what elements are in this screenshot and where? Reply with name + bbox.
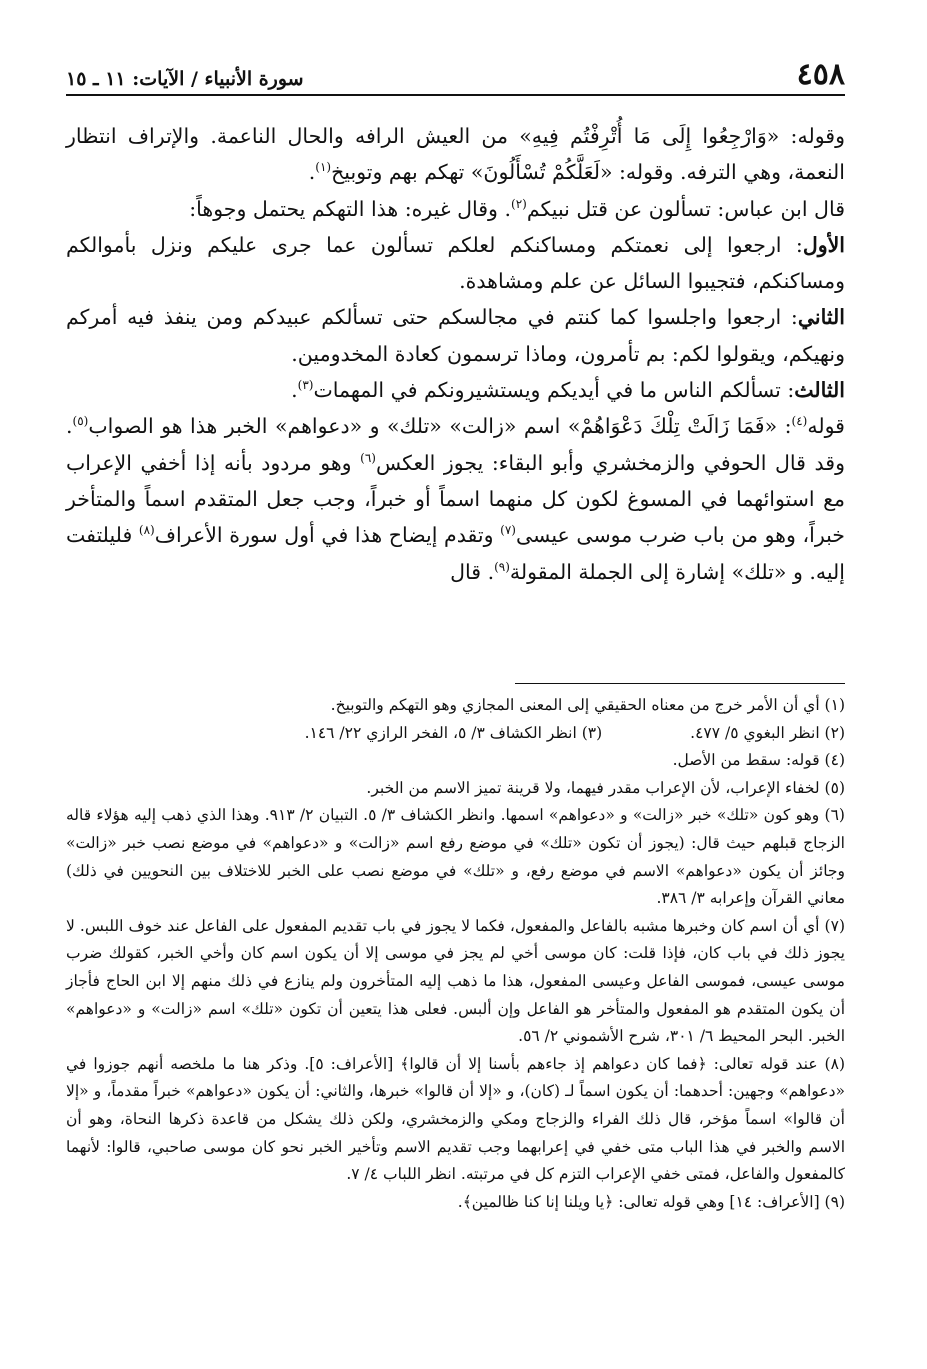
point-label: الثاني xyxy=(797,305,845,330)
footnote-9: (٩) [الأعراف: ١٤] وهي قوله تعالى: ﴿يا ويلنا إنا كنا ظالمين﴾. xyxy=(457,1192,845,1211)
running-title: سورة الأنبياء / الآيات: ١١ ـ ١٥ xyxy=(66,68,304,90)
page-number: ٤٥٨ xyxy=(796,57,845,92)
footnote-2: (٢) انظر البغوي ٥/ ٤٧٧. xyxy=(690,723,845,742)
paragraph-text: وهو مردود بأنه إذا أخفي الإعراب مع استوائهما في المسوغ لكون كل منهما اسماً أو خبراً، وجب جعل المتقدم اسماً والمتأخر خبراً، وهو من باب ضرب موسى عيسى xyxy=(66,450,845,548)
footnote-pair xyxy=(66,720,845,748)
paragraph-first xyxy=(66,227,845,300)
footnote-ref: (٨) xyxy=(138,523,155,538)
footnote-ref: (١) xyxy=(315,160,332,175)
footnote-8: (٨) عند قوله تعالى: ﴿فما كان دعواهم إذ جاءهم بأسنا إلا أن قالوا﴾ [الأعراف: ٥]. وذكر هنا ما ملخصه أنهم جوزوا في «دعواهم» وجهين: أحدهما: أن يكون اسماً لـ (كان)، و «إلا أن قالوا» خبرها، والثاني: أن يكون «دعواهم» خبراً مقدماً، و «إلا أن قالوا» اسماً مؤخر، قال ذلك الفراء والزجاج ومكي والزمخشري، ولكن ذلك يشكل من قاعدة ذكرها النحاة، وهو أن الاسم والخبر في هذا الباب متى خفي في إعرابهما وجب تقديم الاسم وتأخير الخبر نحو كان موسى صاحبي، قالوا: لأنهما كالمفعول والفاعل، فمتى خفي الإعراب التزم كل في مرتبته. انظر اللباب ٤/ ٧. xyxy=(66,1054,845,1184)
footnote-ref: (٦) xyxy=(360,450,376,465)
paragraph-third: الثالث: تسألكم الناس ما في أيديكم ويستشيرونكم في المهمات$^{(٣)}$. xyxy=(291,378,845,403)
footnote-5: (٥) لخفاء الإعراب، لأن الإعراب مقدر فيهما، ولا قرينة تميز الاسم من الخبر. xyxy=(366,778,845,797)
paragraph-text: : ارجعوا إلى نعمتكم ومساكنكم لعلكم تسألون عما جرى عليكم ونزل بأموالكم ومساكنكم، فتجيبوا السائل عن علم ومشاهدة. xyxy=(66,232,845,294)
footnote-4: (٤) قوله: سقط من الأصل. xyxy=(672,751,845,770)
paragraph-1: وقوله: «وَارْجِعُوا إِلَى مَا أُتْرِفْتُم فِيهِ» من العيش الرافه والحال الناعمة. والإتراف انتظار النعمة، وهي الترفه. وقوله: «لَعَلَّكُمْ تُسْأَلُونَ» تهكم بهم وتوبيخ$^{(١)}$. xyxy=(66,124,845,185)
main-text xyxy=(66,118,845,590)
footnote-ref: (٩) xyxy=(494,559,510,574)
footnote-ref: (٧) xyxy=(500,523,516,538)
footnote-ref: (٥) xyxy=(72,414,89,429)
point-label: الثالث xyxy=(794,378,845,403)
paragraph-text: وتقدم إيضاح هذا في أول سورة الأعراف xyxy=(154,523,501,548)
point-label: الأول xyxy=(802,232,845,257)
paragraph-text: . وقال غيره: هذا التهكم يحتمل وجوهاً: xyxy=(189,196,511,221)
footnote-3: (٣) انظر الكشاف ٣/ ٥، الفخر الرازي ٢٢/ ١٤٦. xyxy=(304,723,603,742)
paragraph-2 xyxy=(66,191,845,227)
paragraph-text: قال ابن عباس: تسألون عن قتل نبيكم xyxy=(526,196,845,221)
paragraph-text: : «فَمَا زَالَتْ تِلْكَ دَعْوَاهُمْ» اسم «زالت» «تلك» و «دعواهم» الخبر هذا هو الصواب xyxy=(88,414,792,439)
footnotes xyxy=(66,692,845,1216)
paragraph-text: : ارجعوا واجلسوا كما كنتم في مجالسكم حتى تسألكم عبيدكم ومن ينفذ فيه أمركم ونهيكم، ويقولوا لكم: بم تأمرون، وماذا ترسمون كعادة المخدومين. xyxy=(66,305,845,366)
footnote-ref: (٣) xyxy=(297,378,314,393)
paragraph-text: فليلتفت إليه. و «تلك» إشارة إلى الجملة المقولة xyxy=(66,523,845,584)
paragraph-6 xyxy=(66,408,845,589)
paragraph-text: قوله xyxy=(807,414,845,439)
footnote-ref: (٢) xyxy=(511,196,527,211)
footnote-separator xyxy=(515,683,845,684)
paragraph-text: . وقد قال الحوفي والزمخشري وأبو البقاء: يجوز العكس xyxy=(66,414,846,475)
paragraph-text: : تسألكم الناس ما في أيديكم ويستشيرونكم في المهمات xyxy=(313,378,795,403)
paragraph-second xyxy=(66,299,845,372)
paragraph-text: وقوله: «وَارْجِعُوا إِلَى مَا أُتْرِفْتُم فِيهِ» من العيش الرافه والحال الناعمة. والإتراف انتظار النعمة، وهي الترفه. وقوله: «لَعَلَّكُمْ تُسْأَلُونَ» تهكم بهم وتوبيخ xyxy=(66,124,845,185)
page-header xyxy=(66,52,845,96)
footnote-7: (٧) أي أن اسم كان وخبرها مشبه بالفاعل والمفعول، فكما لا يجوز في باب تقديم المفعول على الفاعل عند خوف اللبس. لا يجوز ذلك في باب كان، فإذا قلت: كان موسى أخي لم يجز في موسى إلا أن يكون اسم كان وأخي الخبر، كقولك ضرب موسى عيسى، فموسى الفاعل وعيسى المفعول، هذا ما ذهب إليه المتأخرون ولم ينازع في ذلك منهم إلا ابن الحاج فأجاز أن يكون المتقدم هو المفعول والمتأخر هو الفاعل وإن ألبس. فعلى هذا يتعين أن تكون «تلك» اسم «زالت» و «دعواهم» الخبر. البحر المحيط ٦/ ٣٠١، شرح الأشموني ٢/ ٥٦. xyxy=(66,916,845,1046)
footnote-6: (٦) وهو كون «تلك» خبر «زالت» و «دعواهم» اسمها. وانظر الكشاف ٣/ ٥. التبيان ٢/ ٩١٣. وهذا الذي ذهب إليه هؤلاء قاله الزجاج قبلهم حيث قال: (يجوز أن تكون «تلك» في موضع رفع اسم «زالت» و «دعواهم» في موضع نصب خبر «زالت» وجائز أن يكون «دعواهم» الاسم في موضع رفع، و «تلك» في موضع نصب على الخبر للاختلاف بين النحويين في ذلك) معاني القرآن وإعرابه ٣/ ٣٨٦. xyxy=(66,806,845,908)
footnote-ref: (٤) xyxy=(791,414,808,429)
footnote-1: (١) أي أن الأمر خرج من معناه الحقيقي إلى المعنى المجازي وهو التهكم والتوبيخ. xyxy=(330,696,845,714)
paragraph-text: . قال xyxy=(450,559,495,584)
